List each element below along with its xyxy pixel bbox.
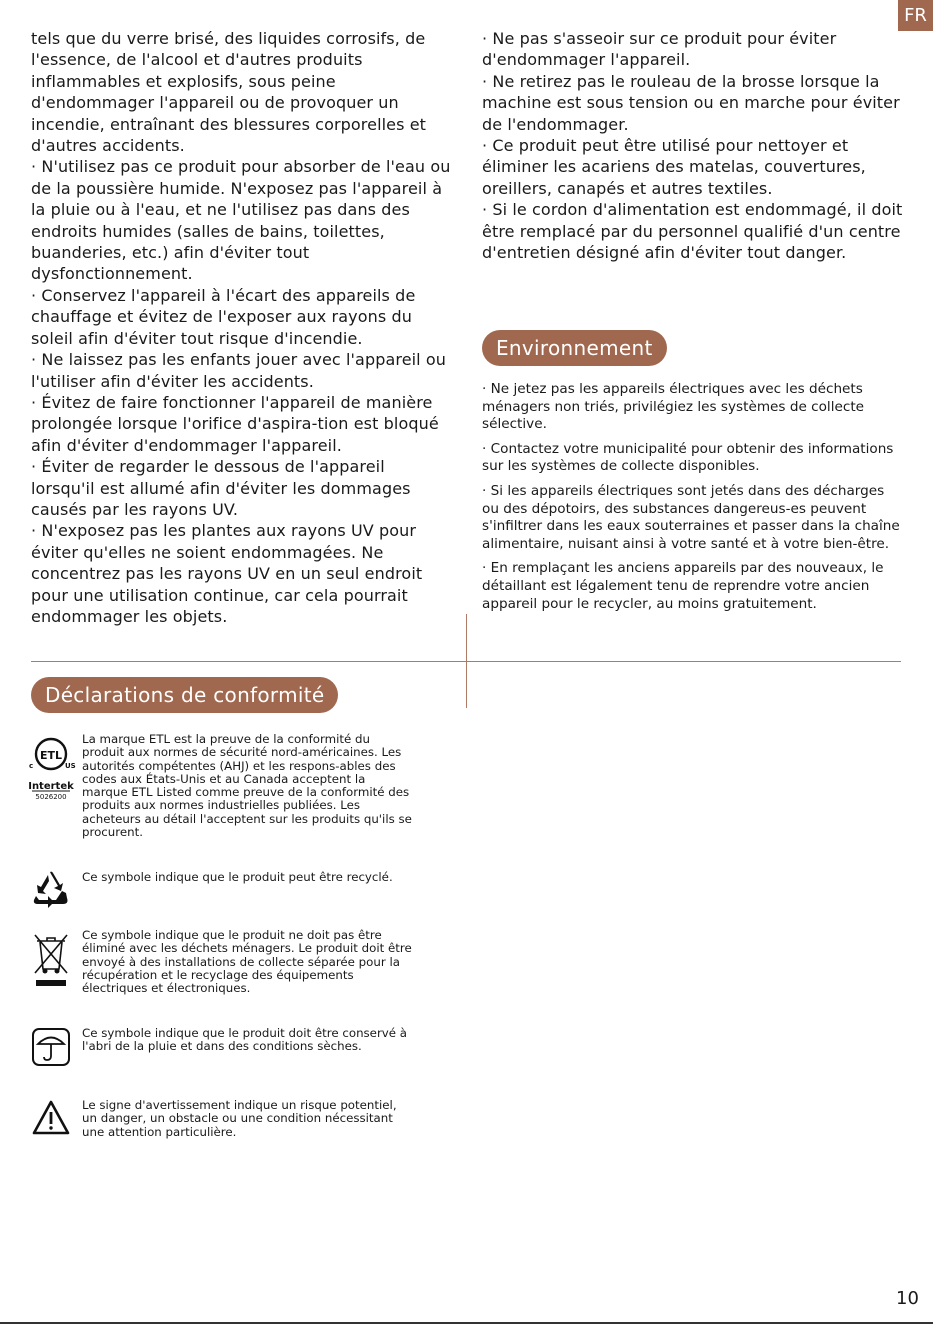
intertek-brand: Intertek [28,781,74,792]
etl-c-mark: c [29,762,34,770]
environment-item: · Si les appareils électriques sont jetés dans des décharges ou des dépotoirs, des substances dangereus-es peuvent s'infiltrer dans les eaux souterraines et passer dans la chaîne alimentaire, nuisant ainsi à votre santé et à votre bien-être. [482,482,900,552]
recycle-icon [29,871,73,909]
declaration-text: Ce symbole indique que le produit doit être conservé à l'abri de la pluie et dans des conditions sèches. [82,1026,408,1054]
environment-item: · Contactez votre municipalité pour obtenir des informations sur les systèmes de collecte disponibles. [482,440,894,475]
language-tab [898,0,933,31]
declarations-heading: Déclarations de conformité [31,677,338,713]
safety-paragraph: · Conservez l'appareil à l'écart des appareils de chauffage et évitez de l'exposer aux rayons du soleil afin d'éviter tout risque d'incendie. [31,285,416,348]
safety-paragraph: tels que du verre brisé, des liquides corrosifs, de l'essence, de l'alcool et d'autres produits inflammables et explosifs, sous peine d'endommager l'appareil ou de provoquer un incendie, entraînant des blessures corporelles et d'autres accidents. [31,29,427,156]
declaration-text: Ce symbole indique que le produit peut être recyclé. [82,870,393,884]
section-divider [31,661,901,662]
safety-text-left [31,28,453,627]
safety-paragraph: · N'utilisez pas ce produit pour absorber de l'eau ou de la poussière humide. N'exposez pas l'appareil à la pluie ou à l'eau, et ne l'utilisez pas dans des endroits humides (salles de bains, toilettes, buanderies, etc.) afin d'éviter tout dysfonctionnement. [31,157,451,284]
declaration-etl [29,733,419,839]
declaration-recycle [29,871,419,909]
safety-paragraph: · Si le cordon d'alimentation est endommagé, il doit être remplacé par du personnel qualifié d'un centre d'entretien désigné afin d'éviter tout danger. [482,200,903,263]
safety-paragraph: · Ne laissez pas les enfants jouer avec l'appareil ou l'utiliser afin d'éviter les accidents. [31,350,447,391]
language-code: FR [904,5,927,26]
etl-us-mark: US [65,762,76,770]
declaration-weee [29,929,419,995]
declaration-keep-dry [29,1027,419,1067]
safety-paragraph: · Ne retirez pas le rouleau de la brosse lorsque la machine est sous tension ou en marche pour éviter de l'endommager. [482,71,900,134]
declaration-warning [29,1099,419,1139]
safety-text-right [482,28,904,263]
safety-paragraph: · Éviter de regarder le dessous de l'appareil lorsqu'il est allumé afin d'éviter les dommages causés par les rayons UV. [31,457,411,519]
etl-intertek-icon [28,733,76,839]
warning-triangle-icon [29,1099,73,1139]
environment-list [482,381,902,620]
declaration-text: Ce symbole indique que le produit ne doit pas être éliminé avec les déchets ménagers. Le produit doit être envoyé à des installations de collecte séparée pour la récupération et le recyclage des équipements électriques et électroniques. [82,928,412,996]
safety-paragraph: · Ce produit peut être utilisé pour nettoyer et éliminer les acariens des matelas, couvertures, oreillers, canapés et autres textiles. [482,136,866,198]
declaration-text: La marque ETL est la preuve de la conformité du produit aux normes de sécurité nord-américaines. Les autorités compétentes (AHJ) et les respons-ables des codes aux États-Unis et au Canada acceptent la marque ETL Listed comme preuve de la conformité des produits aux normes industrielles publiées. Les acheteurs au détail l'acceptent sur les produits qu'ils se procurent. [82,732,412,840]
safety-paragraph: · Évitez de faire fonctionner l'appareil de manière prolongée lorsque l'orifice d'aspira-tion est bloqué afin d'éviter d'endommager l'appareil. [31,392,439,455]
safety-paragraph: · N'exposez pas les plantes aux rayons UV pour éviter qu'elles ne soient endommagées. Ne concentrez pas les rayons UV en un seul endroit pour une utilisation continue, car cela pourrait endommager les objets. [31,521,423,626]
declaration-text: Le signe d'avertissement indique un risque potentiel, un danger, un obstacle ou une condition nécessitant une attention particulière. [82,1098,397,1139]
environment-item: · Ne jetez pas les appareils électriques avec les déchets ménagers non triés, privilégiez les systèmes de collecte sélective. [482,381,865,433]
page-number: 10 [896,1288,919,1309]
environment-heading: Environnement [482,330,667,366]
crossed-bin-icon [29,929,73,995]
safety-paragraph: · Ne pas s'asseoir sur ce produit pour éviter d'endommager l'appareil. [482,29,837,70]
umbrella-icon [29,1027,73,1067]
environment-item: · En remplaçant les anciens appareils par des nouveaux, le détaillant est légalement tenu de reprendre votre ancien appareil pour le recycler, au moins gratuitement. [482,560,884,612]
etl-mark-text: ETL [39,749,63,762]
intertek-code: 5026200 [35,793,67,801]
